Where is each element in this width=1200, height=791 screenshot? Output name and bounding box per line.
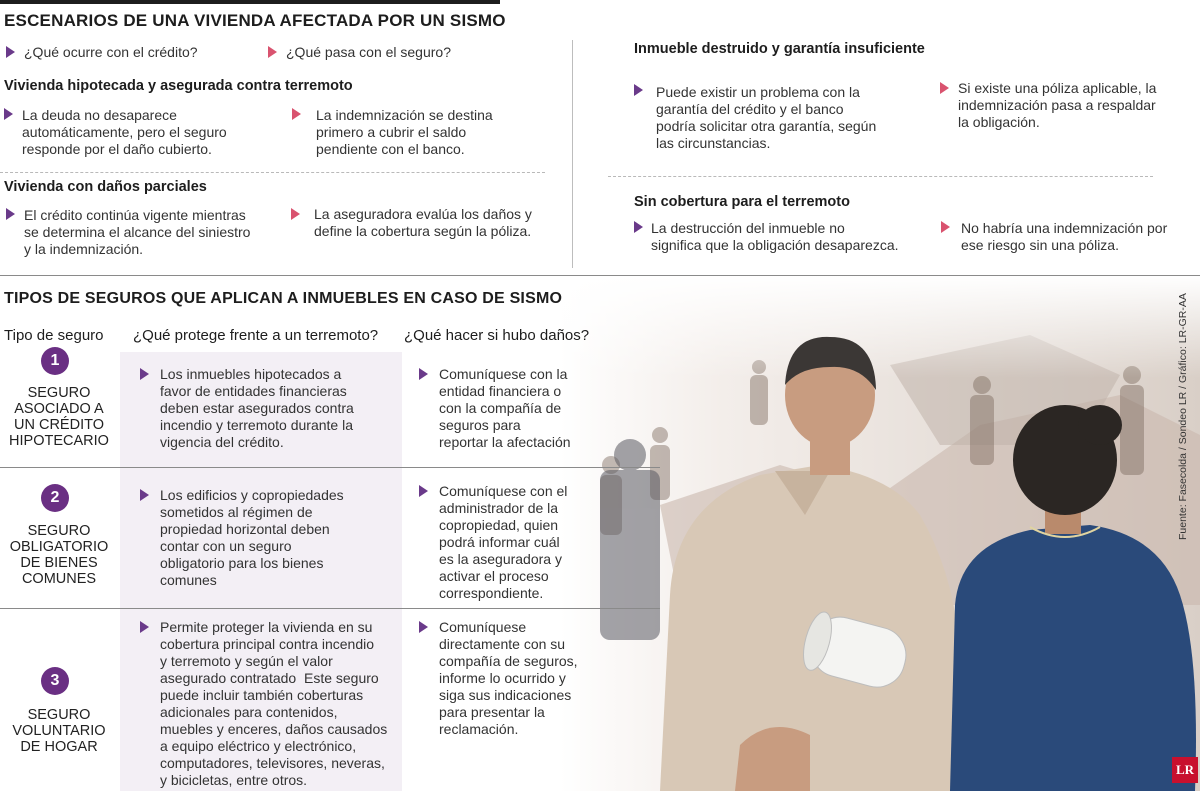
protege-text: Los edificios y copropiedades sometidos al régimen de propiedad horizontal deben contar con un seguro obligatorio para los bienes comunes [160, 487, 344, 588]
triangle-bullet-icon [941, 221, 950, 233]
triangle-bullet-icon [6, 46, 15, 58]
triangle-bullet-icon [419, 368, 428, 380]
scenario-credit-text: La destrucción del inmueble no significa que la obligación desaparezca. [651, 220, 899, 253]
hacer-text: Comuníquese directamente con su compañía de seguros, informe lo ocurrido y siga sus indicaciones para presentar la reclamación. [439, 619, 578, 737]
column-header-tipo: Tipo de seguro [4, 327, 104, 344]
triangle-bullet-icon [292, 108, 301, 120]
lr-logo: LR [1172, 757, 1198, 783]
triangle-bullet-icon [291, 208, 300, 220]
question-credit-text: ¿Qué ocurre con el crédito? [24, 44, 198, 60]
scenario-credit-text: La deuda no desaparece automáticamente, pero el seguro responde por el daño cubierto. [22, 107, 227, 157]
row-divider [0, 608, 660, 609]
title-bar [0, 0, 500, 4]
divider [608, 176, 1153, 177]
scenario-credit-text: El crédito continúa vigente mientras se determina el alcance del siniestro y la indemnización. [24, 207, 251, 257]
scenario-insurance-text: La aseguradora evalúa los daños y define la cobertura según la póliza. [314, 206, 532, 239]
divider [0, 172, 545, 173]
row-divider [0, 467, 660, 468]
insurance-type-name: SEGURO OBLIGATORIO DE BIENES COMUNES [9, 523, 109, 587]
triangle-bullet-icon [140, 368, 149, 380]
row-number-badge: 3 [41, 667, 69, 695]
triangle-bullet-icon [634, 221, 643, 233]
insurance-type-name: SEGURO ASOCIADO A UN CRÉDITO HIPOTECARIO [9, 385, 109, 449]
scenario-heading-sin-cobertura: Sin cobertura para el terremoto [634, 194, 850, 210]
protege-text: Permite proteger la vivienda en su cobertura principal contra incendio y terremoto y según el valor asegurado contratado Este seguro puede incluir también coberturas adicionales para contenidos, muebles y enceres, daños causados a equipo eléctrico y electrónico, computadores, televisores, neveras, y bicicletas, entre otros. [160, 619, 388, 788]
question-insurance-text: ¿Qué pasa con el seguro? [286, 44, 451, 60]
triangle-bullet-icon [4, 108, 13, 120]
scenario-heading-destruido: Inmueble destruido y garantía insuficiente [634, 41, 925, 57]
scenario-insurance-text: No habría una indemnización por ese riesgo sin una póliza. [961, 220, 1168, 253]
protege-text: Los inmuebles hipotecados a favor de entidades financieras deben estar asegurados contra incendio y terremoto durante la vigencia del crédito. [160, 366, 354, 450]
insurance-type-name: SEGURO VOLUNTARIO DE HOGAR [12, 707, 106, 755]
divider-vertical [572, 40, 573, 268]
column-header-hacer: ¿Qué hacer si hubo daños? [404, 327, 590, 344]
triangle-bullet-icon [140, 621, 149, 633]
source-credit: Fuente: Fasecolda / Sondeo LR / Gráfico: LR-GR-AA [1177, 293, 1189, 540]
scenario-insurance-text: Si existe una póliza aplicable, la indemnización pasa a respaldar la obligación. [958, 80, 1157, 130]
scenario-credit-text: Puede existir un problema con la garantía del crédito y el banco podría solicitar otra garantía, según las circunstancias. [656, 84, 877, 151]
triangle-bullet-icon [940, 82, 949, 94]
hacer-text: Comuníquese con el administrador de la copropiedad, quien podrá informar cuál es la aseguradora y activar el proceso correspondiente. [439, 483, 568, 601]
triangle-bullet-icon [634, 84, 643, 96]
row-number-badge: 1 [41, 347, 69, 375]
hacer-text: Comuníquese con la entidad financiera o con la compañía de seguros para reportar la afectación [439, 366, 571, 450]
triangle-bullet-icon [268, 46, 277, 58]
photo-illustration [560, 275, 1200, 791]
section-divider [0, 275, 1200, 276]
row-number-badge: 2 [41, 484, 69, 512]
triangle-bullet-icon [6, 208, 15, 220]
types-section-title: TIPOS DE SEGUROS QUE APLICAN A INMUEBLES EN CASO DE SISMO [4, 290, 563, 307]
scenario-heading-hipotecada: Vivienda hipotecada y asegurada contra terremoto [4, 78, 353, 94]
triangle-bullet-icon [419, 485, 428, 497]
triangle-bullet-icon [140, 489, 149, 501]
photo-couple-rubble [560, 275, 1200, 791]
page-title: ESCENARIOS DE UNA VIVIENDA AFECTADA POR UN SISMO [4, 11, 506, 30]
triangle-bullet-icon [419, 621, 428, 633]
column-header-protege: ¿Qué protege frente a un terremoto? [133, 327, 379, 344]
scenario-insurance-text: La indemnización se destina primero a cubrir el saldo pendiente con el banco. [316, 107, 493, 157]
scenario-heading-parciales: Vivienda con daños parciales [4, 179, 207, 195]
